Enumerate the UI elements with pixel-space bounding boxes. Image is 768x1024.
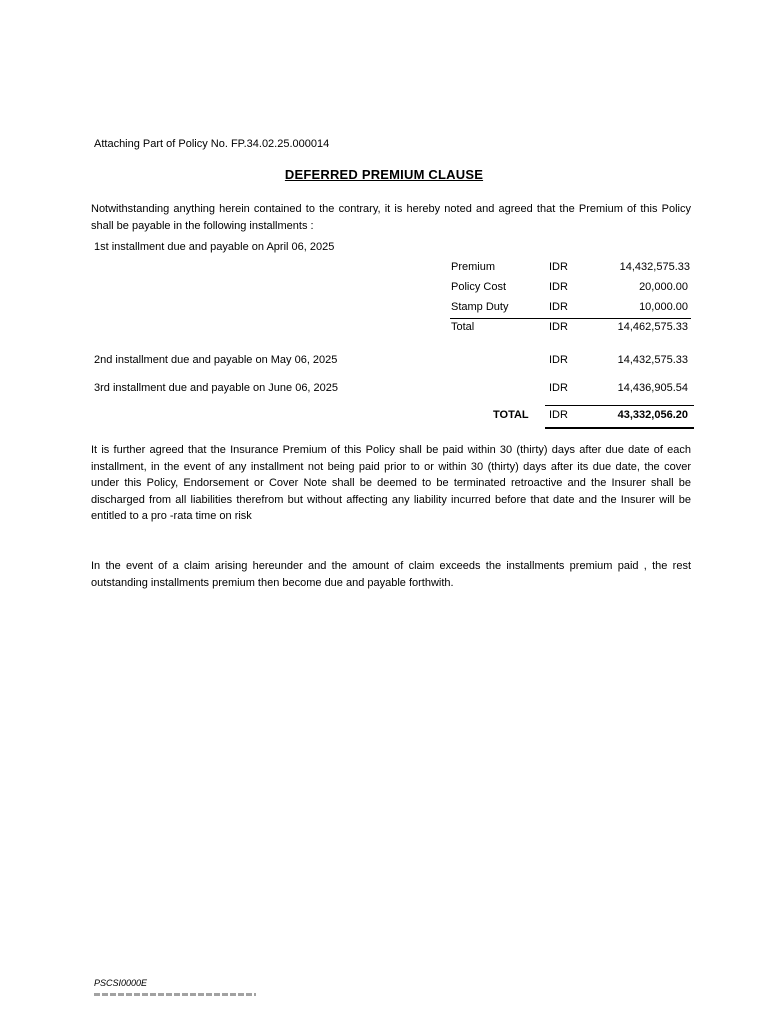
premium-amount: 14,432,575.33 — [619, 261, 690, 273]
installment-3-currency: IDR — [549, 382, 568, 394]
document-title-text: DEFERRED PREMIUM CLAUSE — [284, 167, 484, 182]
installment-1-total-currency: IDR — [549, 321, 568, 333]
late-payment-clause-paragraph: It is further agreed that the Insurance Premium of this Policy shall be paid within 30 (thirty) days after due date of each installment, in the event of any installment not being paid prior to or within 30 (thirty) days after its due date, the cover under this Policy, Endorsement or Cover Note shall be deemed to be terminated retroactive and the Insurer shall be discharged from all liabilities therefrom but without affecting any liability incurred before that date and the Insurer will be entitled to a pro -rata time on risk — [91, 444, 691, 522]
grand-total-amount: 43,332,056.20 — [617, 409, 688, 421]
installment-1-total-label: Total — [451, 321, 475, 333]
policy-cost-amount: 20,000.00 — [639, 281, 688, 293]
installment-2-currency: IDR — [549, 354, 568, 366]
document-title — [0, 167, 768, 182]
grand-total-currency: IDR — [549, 409, 568, 421]
stamp-duty-currency: IDR — [549, 301, 568, 313]
footer-barcode-strip — [94, 993, 256, 996]
grand-total-bottom-rule — [545, 427, 694, 429]
footer-document-code: PSCSI0000E — [94, 978, 148, 988]
policy-attachment-reference: Attaching Part of Policy No. FP.34.02.25.000014 — [94, 138, 330, 150]
claim-clause-paragraph: In the event of a claim arising hereunder and the amount of claim exceeds the installments premium paid , the rest outstanding installments premium then become due and payable forthwith. — [91, 560, 691, 589]
installment-1-total-amount: 14,462,575.33 — [617, 321, 688, 333]
intro-paragraph: Notwithstanding anything herein contained to the contrary, it is hereby noted and agreed that the Premium of this Policy shall be payable in the following installments : — [91, 203, 691, 232]
installment-3-amount: 14,436,905.54 — [617, 382, 688, 394]
stamp-duty-amount: 10,000.00 — [639, 301, 688, 313]
installment-3-label: 3rd installment due and payable on June 06, 2025 — [94, 382, 339, 394]
installment-2-amount: 14,432,575.33 — [617, 354, 688, 366]
grand-total-label: TOTAL — [493, 409, 529, 421]
installment-1-label: 1st installment due and payable on April 06, 2025 — [94, 241, 335, 253]
premium-label: Premium — [451, 261, 496, 273]
grand-total-top-rule — [545, 405, 694, 406]
installment-2-label: 2nd installment due and payable on May 06, 2025 — [94, 354, 338, 366]
subtotal-divider — [450, 318, 691, 319]
policy-cost-currency: IDR — [549, 281, 568, 293]
premium-currency: IDR — [549, 261, 568, 273]
stamp-duty-label: Stamp Duty — [451, 301, 509, 313]
policy-cost-label: Policy Cost — [451, 281, 507, 293]
